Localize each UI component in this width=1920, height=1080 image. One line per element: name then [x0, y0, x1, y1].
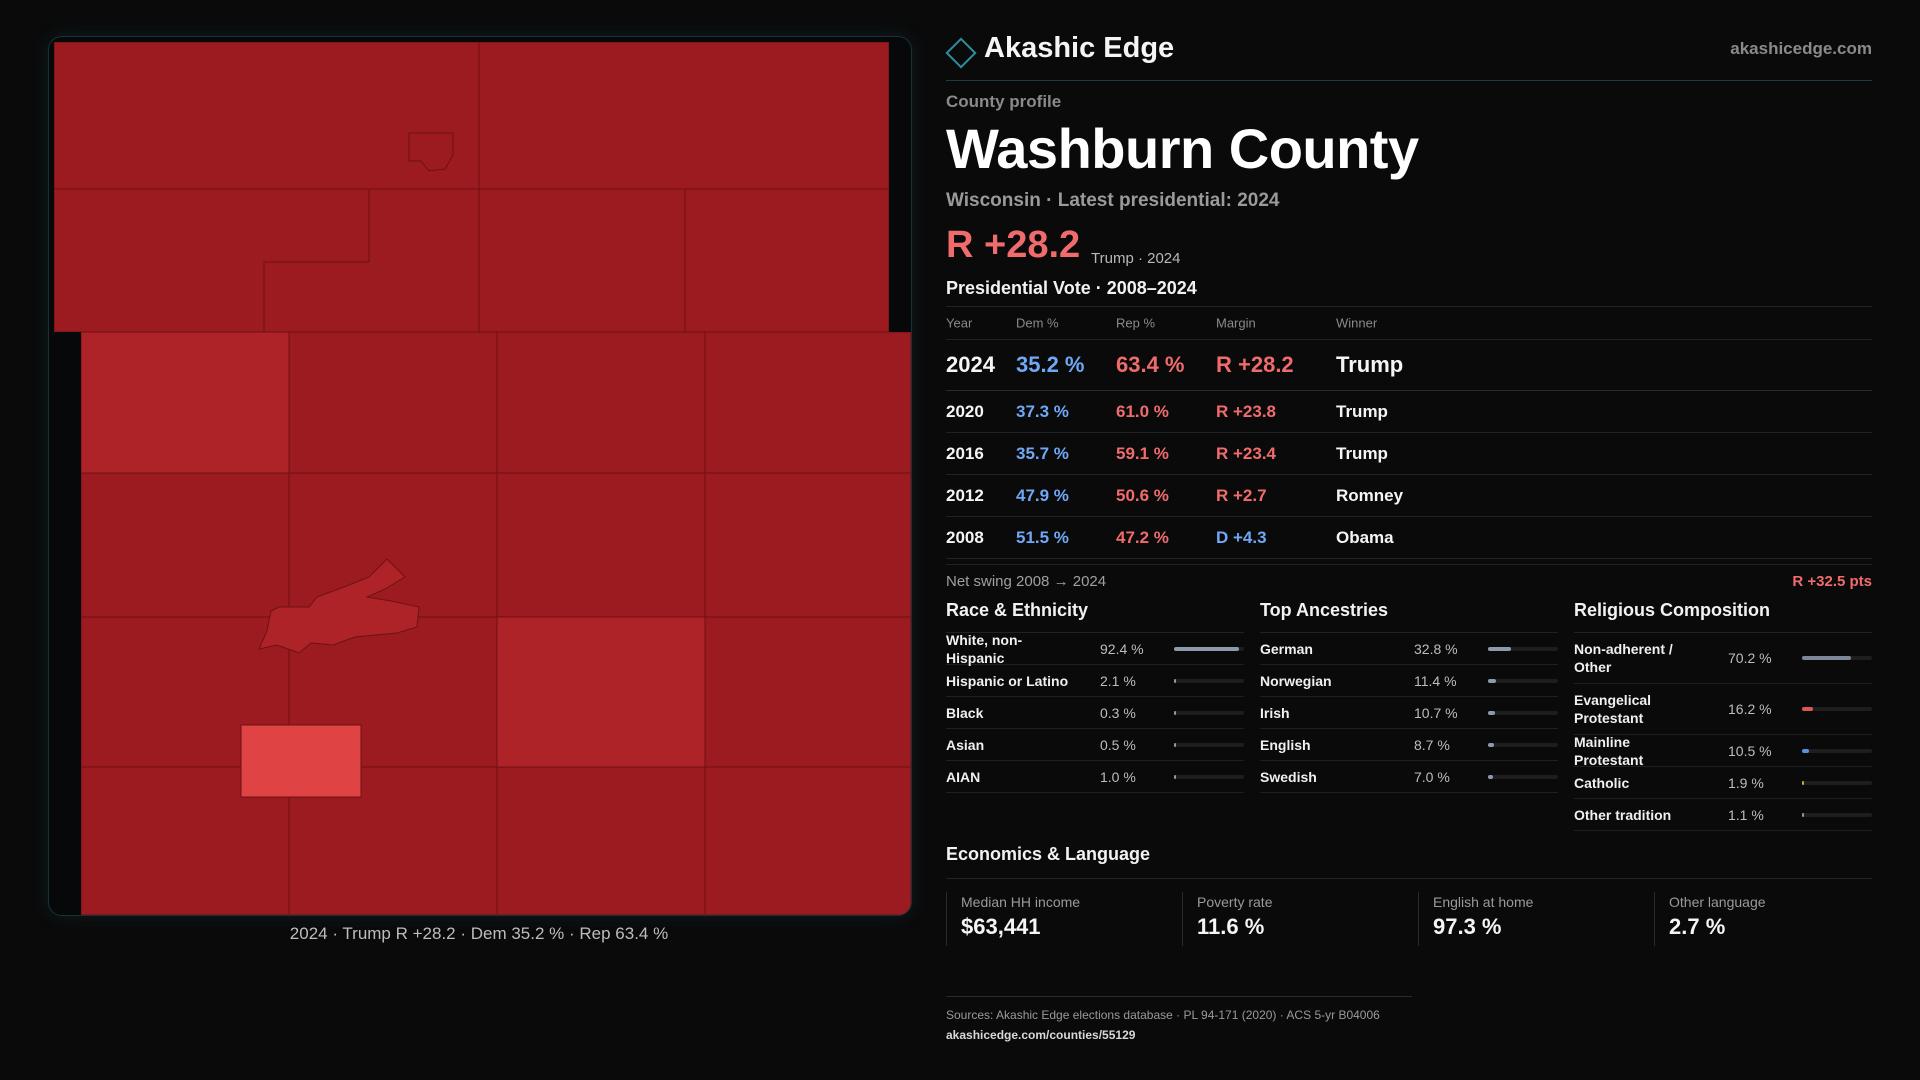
- county-map[interactable]: [48, 36, 912, 916]
- net-swing-row: [946, 564, 1872, 590]
- ancestry-row: [1260, 761, 1558, 793]
- sources-footer: [946, 996, 1412, 1045]
- tract-se-corner[interactable]: [705, 767, 911, 915]
- race-bar: [1174, 743, 1244, 747]
- col-year: Year: [946, 315, 973, 331]
- ancestry-label: Norwegian: [1260, 672, 1332, 689]
- map-caption: 2024 · Trump R +28.2 · Dem 35.2 % · Rep 63.4 %: [289, 924, 669, 943]
- tract-se-highlight[interactable]: [497, 617, 705, 767]
- ancestry-title: Top Ancestries: [1260, 600, 1558, 633]
- ancestry-value: 8.7 %: [1414, 736, 1450, 753]
- vote-table-header: [946, 307, 1872, 340]
- vote-cell-dem: 37.3 %: [1016, 401, 1069, 421]
- religion-value: 1.9 %: [1728, 774, 1764, 791]
- vote-row[interactable]: [946, 391, 1872, 433]
- tract-central-b[interactable]: [497, 332, 705, 473]
- economics-card-value: 97.3 %: [1433, 914, 1502, 939]
- source-url-link[interactable]: akashicedge.com/counties/55129: [946, 1028, 1136, 1042]
- tract-central-c[interactable]: [497, 473, 705, 617]
- religion-row: [1574, 633, 1872, 684]
- race-label: Hispanic or Latino: [946, 672, 1069, 689]
- race-value: 2.1 %: [1100, 672, 1136, 689]
- ancestry-bar-fill: [1488, 775, 1493, 779]
- vote-cell-margin: R +23.8: [1216, 401, 1277, 421]
- ancestry-row: [1260, 697, 1558, 729]
- race-bar: [1174, 679, 1244, 683]
- tract-east-c[interactable]: [705, 617, 911, 767]
- tract-bright-block[interactable]: [241, 725, 361, 797]
- religion-label: Non-adherent / Other: [1574, 641, 1673, 675]
- vote-cell-rep: 63.4 %: [1116, 352, 1185, 377]
- ancestry-bar-fill: [1488, 711, 1495, 715]
- vote-cell-margin: D +4.3: [1216, 527, 1267, 547]
- net-swing-label: Net swing 2008 → 2024: [946, 573, 1107, 590]
- religion-label: Mainline Protestant: [1574, 733, 1644, 768]
- religion-title: Religious Composition: [1574, 600, 1872, 633]
- ancestry-bar-fill: [1488, 743, 1494, 747]
- ancestry-row: [1260, 633, 1558, 665]
- vote-cell-year: 2008: [946, 527, 984, 547]
- ancestry-label: Swedish: [1260, 768, 1317, 785]
- vote-cell-year: 2024: [946, 352, 995, 377]
- ancestry-value: 7.0 %: [1414, 768, 1450, 785]
- vote-cell-winner: Obama: [1336, 527, 1394, 547]
- vote-cell-year: 2012: [946, 485, 984, 505]
- race-value: 0.5 %: [1100, 736, 1136, 753]
- economics-card-label: Poverty rate: [1197, 894, 1273, 910]
- race-title: Race & Ethnicity: [946, 600, 1244, 633]
- religion-bar-fill: [1802, 813, 1804, 817]
- vote-cell-year: 2016: [946, 443, 984, 463]
- tract-north-east-b[interactable]: [685, 189, 889, 332]
- religion-value: 70.2 %: [1728, 650, 1772, 666]
- page-subtitle: Wisconsin · Latest presidential: 2024: [946, 190, 1280, 211]
- economics-card-label: English at home: [1433, 894, 1534, 910]
- race-bar: [1174, 647, 1244, 651]
- race-label: Black: [946, 704, 984, 721]
- ancestry-row: [1260, 729, 1558, 761]
- economics-card-label: Median HH income: [961, 894, 1081, 910]
- county-map-svg: [49, 37, 911, 915]
- religion-bar: [1802, 707, 1872, 711]
- ancestry-bar: [1488, 775, 1558, 779]
- vote-cell-dem: 47.9 %: [1016, 485, 1069, 505]
- ancestry-bar: [1488, 711, 1558, 715]
- race-row: [946, 665, 1244, 697]
- col-rep: Rep %: [1116, 315, 1156, 331]
- ancestry-block: [1260, 600, 1558, 793]
- tract-north-east-a[interactable]: [479, 189, 685, 332]
- religion-row: [1574, 799, 1872, 831]
- brand-header: [946, 30, 1872, 81]
- vote-cell-winner: Trump: [1336, 401, 1388, 421]
- vote-table: [946, 306, 1872, 559]
- col-winner: Winner: [1336, 315, 1378, 331]
- headline-note: Trump · 2024: [1091, 250, 1181, 267]
- economics-card-value: 2.7 %: [1669, 914, 1726, 939]
- race-row: [946, 729, 1244, 761]
- religion-bar: [1802, 749, 1872, 753]
- vote-cell-margin: R +28.2: [1216, 352, 1294, 377]
- vote-cell-winner: Trump: [1336, 352, 1404, 377]
- brand-name: Akashic Edge: [984, 32, 1175, 64]
- ancestry-bar: [1488, 647, 1558, 651]
- ancestry-value: 10.7 %: [1414, 704, 1458, 721]
- religion-label: Catholic: [1574, 774, 1630, 791]
- vote-cell-rep: 50.6 %: [1116, 485, 1169, 505]
- vote-cell-dem: 51.5 %: [1016, 527, 1069, 547]
- vote-cell-margin: R +23.4: [1216, 443, 1277, 463]
- vote-cell-dem: 35.7 %: [1016, 443, 1069, 463]
- race-bar-fill: [1174, 775, 1176, 779]
- ancestry-bar-fill: [1488, 647, 1511, 651]
- race-block: [946, 600, 1244, 793]
- tract-ne-north[interactable]: [479, 42, 889, 189]
- vote-row[interactable]: [946, 475, 1872, 517]
- race-bar-fill: [1174, 647, 1239, 651]
- vote-cell-rep: 47.2 %: [1116, 527, 1169, 547]
- religion-bar-fill: [1802, 749, 1809, 753]
- ancestry-value: 11.4 %: [1414, 672, 1457, 689]
- ancestry-value: 32.8 %: [1414, 640, 1458, 657]
- tract-central-a[interactable]: [289, 332, 497, 473]
- economics-card: [1182, 892, 1407, 946]
- race-label: Asian: [946, 736, 985, 753]
- religion-value: 1.1 %: [1728, 806, 1764, 823]
- ancestry-label: German: [1260, 640, 1313, 657]
- tract-east-b[interactable]: [705, 473, 911, 617]
- net-swing-value: R +32.5 pts: [1792, 573, 1872, 590]
- vote-section-title: Presidential Vote · 2008–2024: [946, 278, 1197, 298]
- economics-title: Economics & Language: [946, 844, 1872, 879]
- tract-south-b[interactable]: [497, 767, 705, 915]
- ancestry-label: English: [1260, 736, 1311, 753]
- vote-cell-year: 2020: [946, 401, 984, 421]
- vote-cell-margin: R +2.7: [1216, 485, 1267, 505]
- race-bar-fill: [1174, 679, 1176, 683]
- vote-cell-winner: Trump: [1336, 443, 1388, 463]
- vote-row[interactable]: [946, 517, 1872, 559]
- economics-card: [946, 892, 1171, 946]
- economics-card-label: Other language: [1669, 894, 1766, 910]
- tract-west-highlight[interactable]: [81, 332, 289, 473]
- religion-bar-fill: [1802, 781, 1804, 785]
- race-bar: [1174, 775, 1244, 779]
- religion-label: Other tradition: [1574, 806, 1672, 823]
- ancestry-row: [1260, 665, 1558, 697]
- vote-cell-winner: Romney: [1336, 485, 1404, 505]
- vote-cell-rep: 61.0 %: [1116, 401, 1169, 421]
- col-margin: Margin: [1216, 315, 1256, 331]
- religion-value: 10.5 %: [1728, 742, 1772, 759]
- sources-text: Sources: Akashic Edge elections database · PL 94-171 (2020) · ACS 5-yr B04006: [946, 1008, 1380, 1022]
- eyebrow-label: County profile: [946, 92, 1062, 111]
- ancestry-label: Irish: [1260, 704, 1290, 721]
- religion-block: [1574, 600, 1872, 831]
- vote-row[interactable]: [946, 433, 1872, 475]
- diamond-logo-icon: [945, 37, 976, 68]
- race-row: [946, 697, 1244, 729]
- page-title: Washburn County: [946, 117, 1419, 180]
- religion-row: [1574, 735, 1872, 767]
- tract-west-b[interactable]: [81, 473, 289, 617]
- ancestry-bar: [1488, 743, 1558, 747]
- economics-card-value: 11.6 %: [1197, 914, 1265, 939]
- col-dem: Dem %: [1016, 315, 1059, 331]
- race-label: White, non-Hispanic: [946, 631, 1023, 666]
- economics-card-value: $63,441: [961, 914, 1041, 939]
- race-bar: [1174, 711, 1244, 715]
- ancestry-bar: [1488, 679, 1558, 683]
- race-value: 1.0 %: [1100, 768, 1136, 785]
- religion-row: [1574, 684, 1872, 735]
- religion-bar: [1802, 813, 1872, 817]
- race-value: 0.3 %: [1100, 704, 1136, 721]
- brand-url-link[interactable]: akashicedge.com: [1730, 39, 1872, 58]
- tract-east-a[interactable]: [705, 332, 911, 473]
- religion-bar-fill: [1802, 656, 1851, 660]
- race-value: 92.4 %: [1100, 640, 1144, 657]
- religion-row: [1574, 767, 1872, 799]
- race-bar-fill: [1174, 743, 1176, 747]
- race-bar-fill: [1174, 711, 1176, 715]
- vote-cell-rep: 59.1 %: [1116, 443, 1169, 463]
- religion-value: 16.2 %: [1728, 701, 1772, 717]
- race-label: AIAN: [946, 768, 981, 785]
- vote-row[interactable]: [946, 340, 1872, 391]
- race-row: [946, 761, 1244, 793]
- tract-nw-north[interactable]: [54, 42, 479, 189]
- ancestry-bar-fill: [1488, 679, 1496, 683]
- religion-label: Evangelical Protestant: [1574, 692, 1652, 726]
- economics-card: [1418, 892, 1643, 946]
- race-row: [946, 633, 1244, 665]
- religion-bar: [1802, 656, 1872, 660]
- vote-cell-dem: 35.2 %: [1016, 352, 1085, 377]
- religion-bar-fill: [1802, 707, 1813, 711]
- profile-panel: [946, 0, 1872, 1080]
- headline-margin: R +28.2: [946, 224, 1081, 266]
- economics-card: [1654, 892, 1879, 946]
- religion-bar: [1802, 781, 1872, 785]
